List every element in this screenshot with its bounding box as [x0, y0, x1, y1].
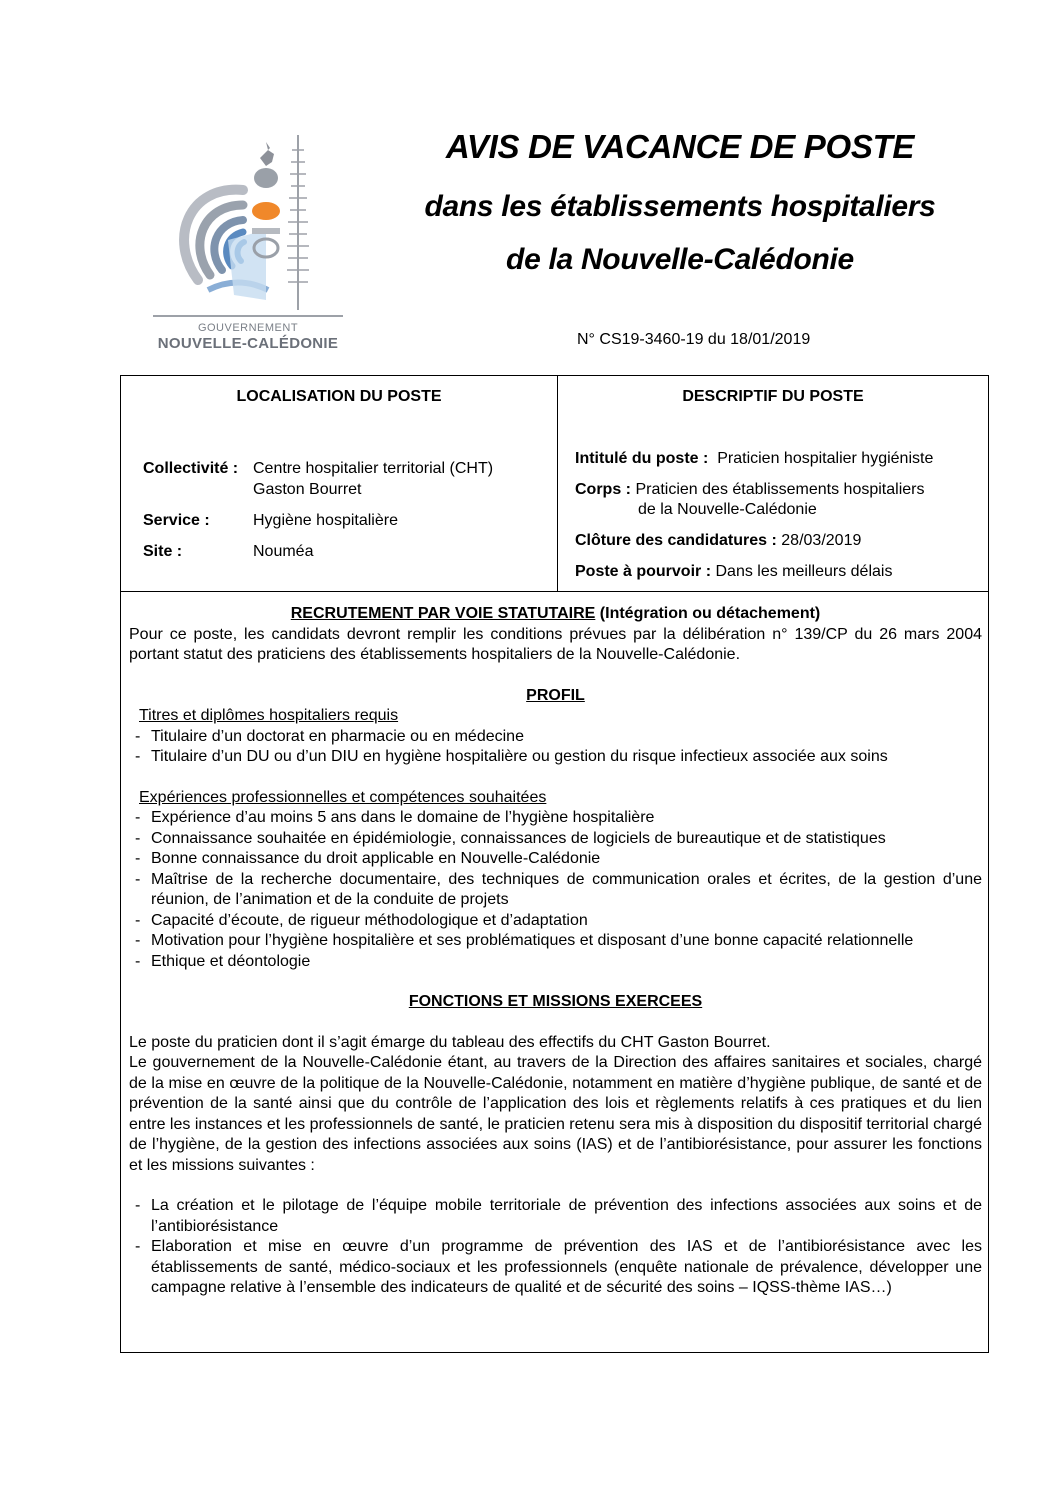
recrutement-heading — [129, 604, 982, 625]
fonctions-intro-1: Le poste du praticien dont il s’agit émarge du tableau des effectifs du CHT Gaston Bourret. — [129, 1033, 771, 1051]
titres-heading: Titres et diplômes hospitaliers requis — [139, 707, 399, 724]
logo-gov-line1: GOUVERNEMENT — [197, 322, 299, 334]
list-item: - Bonne connaissance du droit applicable en Nouvelle-Calédonie — [129, 849, 982, 870]
list-item: - La création et le pilotage de l’équipe mobile territoriale de prévention des infections associées aux soins et de l’antibiorésistance — [129, 1196, 982, 1237]
poste-value: Dans les meilleurs délais — [715, 563, 893, 580]
poste-label: Poste à pourvoir : — [575, 563, 712, 580]
fonctions-heading: FONCTIONS ET MISSIONS EXERCEES — [408, 993, 703, 1010]
poste-row — [575, 563, 892, 581]
details-section — [129, 604, 982, 1299]
experiences-list — [129, 808, 982, 972]
cagou-nautilus-emblem-icon — [148, 130, 348, 320]
intitule-row — [575, 450, 933, 468]
section-divider — [121, 591, 988, 592]
site-value: Nouméa — [253, 543, 314, 560]
corps-value-2: de la Nouvelle-Calédonie — [638, 501, 817, 518]
titres-list — [129, 727, 982, 768]
page-title: AVIS DE VACANCE DE POSTE — [445, 128, 915, 165]
service-label: Service : — [143, 512, 210, 529]
list-item: - Motivation pour l’hygiène hospitalière et ses problématiques et disposant d’une bonne capacité relationnelle — [129, 931, 982, 952]
recrutement-text: Pour ce poste, les candidats devront remplir les conditions prévues par la délibération n° 139/CP du 26 mars 2004 portant statut des praticiens des établissements hospitaliers de la Nouvelle-Calédonie. — [129, 625, 982, 663]
list-item: - Ethique et déontologie — [129, 952, 982, 973]
collectivite-label: Collectivité : — [143, 460, 239, 477]
cloture-row — [575, 532, 861, 550]
logo-gov-line2: NOUVELLE-CALÉDONIE — [157, 335, 339, 352]
corps-label: Corps : — [575, 481, 631, 498]
cloture-label: Clôture des candidatures : — [575, 532, 777, 549]
list-item: - Elaboration et mise en œuvre d’un programme de prévention des IAS et de l’antibiorésistance avec les établissements de santé, médico-sociaux et les professionnels (enquête nationale de prévalence, développer une campagne relative à l’ensemble des indicateurs de qualité et de sécurité des soins – IQSS-thème IAS…) — [129, 1237, 982, 1299]
list-item: - Connaissance souhaitée en épidémiologie, connaissances de logiciels de bureautique et de statistiques — [129, 829, 982, 850]
page-subtitle-2: de la Nouvelle-Calédonie — [506, 243, 854, 276]
job-posting-frame — [120, 375, 989, 1353]
service-value: Hygiène hospitalière — [253, 512, 398, 529]
fonctions-intro-2: Le gouvernement de la Nouvelle-Calédonie étant, au travers de la Direction des affaires sanitaires et sociales, chargé de la mise en œuvre de la politique de la Nouvelle-Calédonie, notamment en matière d’hygiène publique, de santé et de prévention de la santé ainsi que du contrôle de l’application des lois et règlements relatifs à ces pratiques et du lien entre les instances et les professionnels de santé, le praticien retenu sera mis à disposition du dispositif territorial chargé de l’hygiène, de la gestion des infections associées aux soins (IAS) et de l’antibiorésistance, pour assurer les fonctions et les missions suivantes : — [129, 1054, 982, 1174]
list-item: - Titulaire d’un DU ou d’un DIU en hygiène hospitalière ou gestion du risque infectieux associée aux soins — [129, 747, 982, 768]
missions-list — [129, 1196, 982, 1299]
collectivite-value-2: Gaston Bourret — [253, 481, 362, 498]
government-logo — [148, 130, 348, 355]
intitule-label: Intitulé du poste : — [575, 450, 709, 467]
experiences-heading: Expériences professionnelles et compétences souhaitées — [139, 788, 547, 806]
recrutement-heading-rest: (Intégration ou détachement) — [595, 605, 821, 622]
profil-heading: PROFIL — [526, 686, 585, 704]
descriptif-heading: DESCRIPTIF DU POSTE — [682, 388, 864, 405]
intitule-value: Praticien hospitalier hygiéniste — [717, 450, 934, 467]
localisation-heading: LOCALISATION DU POSTE — [236, 388, 442, 405]
list-item: - Titulaire d’un doctorat en pharmacie ou en médecine — [129, 727, 982, 748]
cloture-value: 28/03/2019 — [781, 532, 862, 549]
corps-value-1: Praticien des établissements hospitaliers — [635, 481, 925, 498]
column-divider — [557, 376, 558, 591]
list-item: - Expérience d’au moins 5 ans dans le domaine de l’hygiène hospitalière — [129, 808, 982, 829]
list-item: - Capacité d’écoute, de rigueur méthodologique et d’adaptation — [129, 911, 982, 932]
reference-number: N° CS19-3460-19 du 18/01/2019 — [577, 331, 811, 348]
site-label: Site : — [143, 543, 183, 560]
page-subtitle-1: dans les établissements hospitaliers — [424, 190, 936, 223]
corps-row — [575, 481, 924, 499]
collectivite-value-1: Centre hospitalier territorial (CHT) — [253, 460, 494, 477]
recrutement-heading-main: RECRUTEMENT PAR VOIE STATUTAIRE — [290, 605, 596, 622]
list-item: - Maîtrise de la recherche documentaire, des techniques de communication orales et écrites, de la gestion d’une réunion, de l’animation et de la conduite de projets — [129, 870, 982, 911]
